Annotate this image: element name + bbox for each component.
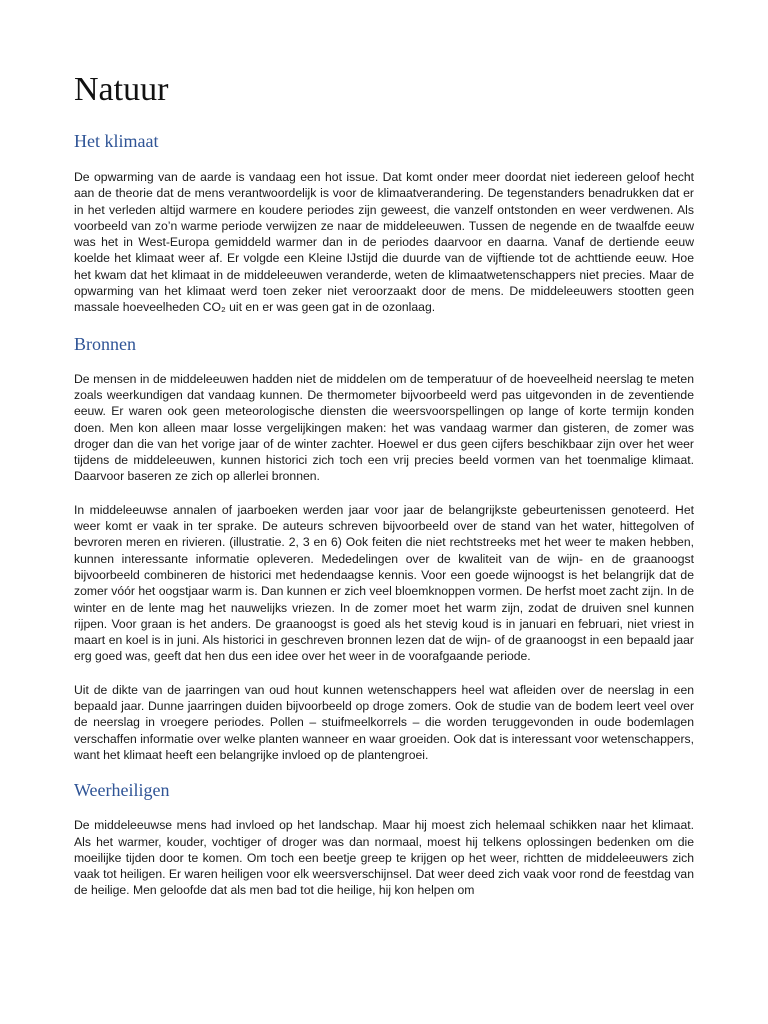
page-title: Natuur — [74, 71, 169, 108]
paragraph-bronnen-3: Uit de dikte van de jaarringen van oud hout kunnen wetenschappers heel wat afleiden over de neerslag in een bepaald jaar. Dunne jaarringen duiden bijvoorbeeld op droge zomers. Ook de studie van de bodem leert veel over de neerslag in vroegere periodes. Pollen – stuifmeelkorrels – die worden teruggevonden in oude bodemlagen verschaffen informatie over welke planten wanneer en waar groeiden. Ook dat is interessant voor wetenschappers, want het klimaat heeft een belangrijke invloed op de plantengroei. — [74, 682, 694, 762]
paragraph-bronnen-2: In middeleeuwse annalen of jaarboeken werden jaar voor jaar de belangrijkste gebeurtenissen genoteerd. Het weer komt er vaak in ter sprake. De auteurs schreven bijvoorbeeld over de stand van het water, hittegolven of bevroren meren en rivieren. (illustratie. 2, 3 en 6) Ook feiten die niet rechtstreeks met het weer te maken hebben, kunnen interessante informatie opleveren. Mededelingen over de kwaliteit van de wijn- en de graanoogst bijvoorbeeld combineren de historici met hedendaagse kennis. Voor een goede wijnoogst is het belangrijk dat de zomer vóór het oogstjaar warm is. Dan kunnen er zich veel bloemknoppen vormen. De herfst moet zacht zijn. In de winter en de lente mag het nauwelijks vriezen. In de zomer moet het warm zijn, zodat de druiven snel kunnen rijpen. Voor graan is het anders. De graanoogst is goed als het stevig koud is in januari en februari, niet vriest in maart en koel is in juni. Als historici in geschreven bronnen lezen dat de wijn- of de graanoogst in een bepaald jaar erg goed was, geeft dat hen dus een idee over het weer in de voorafgaande periode. — [74, 502, 694, 664]
paragraph-klimaat-1: De opwarming van de aarde is vandaag een hot issue. Dat komt onder meer doordat niet iedereen geloof hecht aan de theorie dat de mens verantwoordelijk is voor de klimaatverandering. De tegenstanders benadrukken dat er in het verleden altijd warmere en koudere periodes zijn geweest, die vanzelf ontstonden en weer verdwenen. Als voorbeeld van zo’n warme periode verwijzen ze naar de middeleeuwen. Tussen de negende en de twaalfde eeuw was het in West-Europa gemiddeld warmer dan in de periodes daarvoor en daarna. Vanaf de dertiende eeuw koelde het klimaat weer af. Er volgde een Kleine IJstijd die duurde van de vijftiende tot de achttiende eeuw. Hoe het kwam dat het klimaat in de middeleeuwen veranderde, weten de klimaatwetenschappers niet precies. Maar de opwarming van het klimaat werd toen zeker niet veroorzaakt door de mens. De middeleeuwers stootten geen massale hoeveelheden CO₂ uit en er was geen gat in de ozonlaag. — [74, 170, 694, 315]
document-page — [74, 70, 694, 899]
section-heading-weerheiligen: Weerheiligen — [74, 780, 170, 801]
section-heading-het-klimaat: Het klimaat — [74, 131, 159, 151]
paragraph-weerheiligen-1: De middeleeuwse mens had invloed op het landschap. Maar hij moest zich helemaal schikken naar het klimaat. Als het warmer, kouder, vochtiger of droger was dan normaal, moest hij telkens oplossingen bedenken om die moeilijke tijden door te komen. Om toch een beetje greep te krijgen op het weer, richtten de middeleeuwers zich vaak tot heiligen. Er waren heiligen voor elk weersverschijnsel. Dat weer deed zich vaak voor rond de feestdag van de heilige. Men geloofde dat als men bad tot die heilige, hij kon helpen om — [74, 818, 694, 898]
section-heading-bronnen: Bronnen — [74, 333, 136, 354]
paragraph-bronnen-1: De mensen in de middeleeuwen hadden niet de middelen om de temperatuur of de hoeveelheid neerslag te meten zoals weerkundigen dat vandaag kunnen. De thermometer bijvoorbeeld werd pas uitgevonden in de zeventiende eeuw. Er waren ook geen meteorologische diensten die weersvoorspellingen op lange of korte termijn konden doen. Men kon alleen maar losse vergelijkingen maken: het was vandaag warmer dan gisteren, de zomer was droger dan die van het vorige jaar of de winter zachter. Hoewel er dus geen cijfers beschikbaar zijn over het weer tijdens de middeleeuwen, kunnen historici zich toch een vrij precies beeld vormen van het toenmalige klimaat. Daarvoor baseren ze zich op allerlei bronnen. — [74, 371, 694, 484]
